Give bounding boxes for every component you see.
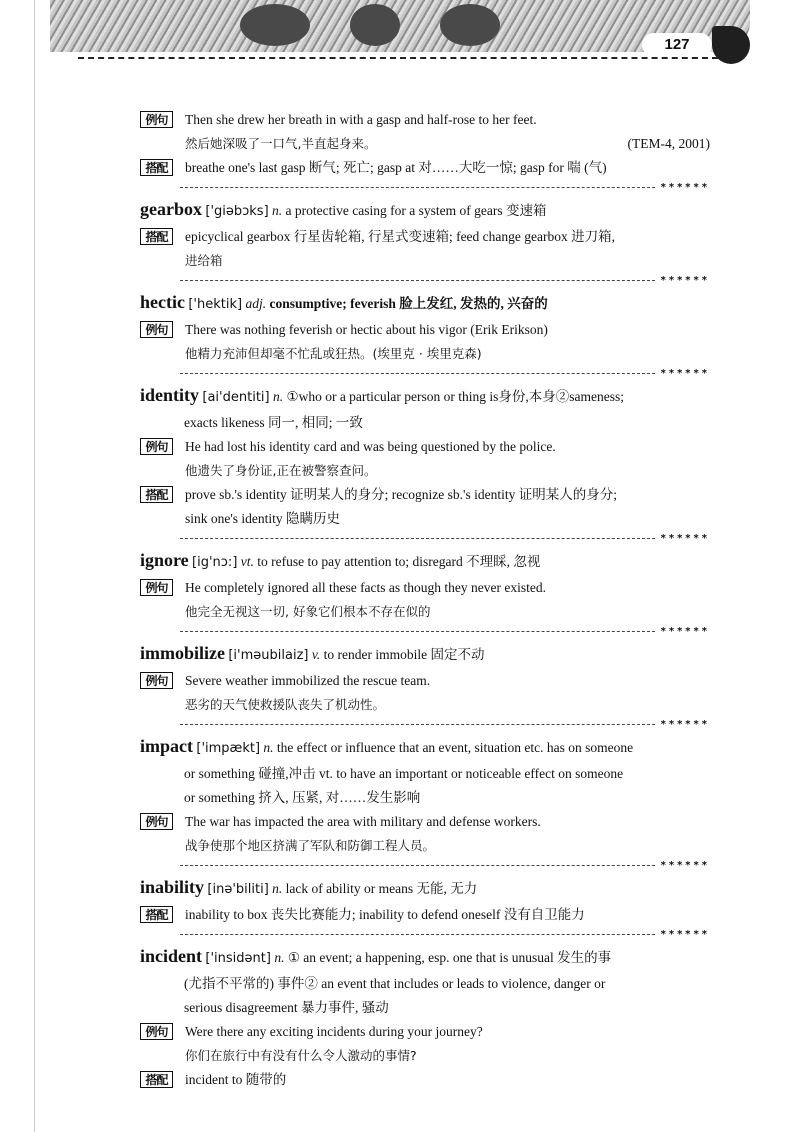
collocation-tag: 搭配 (140, 159, 173, 176)
dictionary-content (140, 108, 710, 1092)
collocation-text: inability to box 丧失比赛能力; inability to defend oneself 没有自卫能力 (185, 907, 585, 922)
collocation-tag: 搭配 (140, 228, 173, 245)
definition: ① an event; a happening, esp. one that is unusual 发生的事 (287, 950, 612, 965)
example-en: The war has impacted the area with military and defense workers. (185, 814, 541, 829)
headword: incident (140, 946, 203, 966)
entry-divider: ****** (180, 182, 710, 192)
definition: lack of ability or means 无能, 无力 (285, 881, 478, 896)
phonetic: ['hektik] (188, 297, 243, 312)
phonetic: [ai'dentiti] (202, 390, 270, 405)
part-of-speech: adj. (245, 296, 267, 311)
phonetic: [inə'biliti] (207, 882, 269, 897)
phonetic: [i'məubilaiz] (228, 648, 309, 663)
example-zh: 他遗失了身份证,正在被警察查问。 (185, 463, 377, 478)
phonetic: ['insidənt] (205, 951, 271, 966)
definition-continued: or something 碰撞,冲击 vt. to have an important or noticeable effect on someone (184, 766, 624, 781)
definition: to refuse to pay attention to; disregard 不理睬, 忽视 (257, 554, 541, 569)
entry-divider: ****** (180, 719, 710, 729)
example-row (141, 435, 710, 483)
collocation-tag: 搭配 (140, 1071, 173, 1088)
headword: immobilize (140, 643, 225, 663)
example-row (141, 810, 710, 858)
example-tag: 例句 (140, 321, 173, 338)
example-tag: 例句 (140, 579, 173, 596)
example-en: Severe weather immobilized the rescue team. (185, 673, 431, 688)
example-row (141, 108, 710, 156)
definition: the effect or influence that an event, situation etc. has on someone (276, 740, 634, 755)
header-blob (350, 4, 400, 46)
entry-divider: ****** (180, 368, 710, 378)
example-tag: 例句 (140, 672, 173, 689)
part-of-speech: n. (274, 950, 285, 965)
entry-inability (140, 874, 710, 903)
definition-continued: exacts likeness 同一, 相同; 一致 (184, 415, 363, 430)
entry-hectic (140, 289, 710, 318)
part-of-speech: v. (311, 647, 321, 662)
example-zh: 他完全无视这一切, 好象它们根本不存在似的 (185, 604, 431, 619)
example-zh: 恶劣的天气使救援队丧失了机动性。 (185, 697, 386, 712)
entry-ignore (140, 547, 710, 576)
entry-identity (140, 382, 710, 411)
headword: gearbox (140, 199, 202, 219)
page-number: 127 (642, 33, 712, 57)
phonetic: [ig'nɔ:] (192, 555, 238, 570)
collocation-text: prove sb.'s identity 证明某人的身分; recognize sb.'s identity 证明某人的身分; (185, 487, 617, 502)
part-of-speech: vt. (240, 554, 254, 569)
definition: consumptive; feverish 脸上发红, 发热的, 兴奋的 (269, 296, 548, 311)
definition-continued: or something 挤入, 压紧, 对……发生影响 (184, 790, 421, 805)
collocation-row (141, 225, 710, 273)
definition-continued: serious disagreement 暴力事件, 骚动 (184, 1000, 389, 1015)
part-of-speech: n. (272, 203, 283, 218)
page-edge (34, 0, 35, 1132)
example-zh: 然后她深吸了一口气,半直起身来。 (185, 136, 377, 151)
definition: to render immobile 固定不动 (323, 647, 485, 662)
collocation-row (141, 483, 710, 531)
collocation-row (141, 1068, 710, 1092)
example-row (141, 318, 710, 366)
example-source: (TEM-4, 2001) (627, 136, 710, 151)
entry-impact (140, 733, 710, 762)
header-blob (440, 4, 500, 46)
header-blob (240, 4, 310, 46)
collocation-text: sink one's identity 隐瞒历史 (185, 511, 341, 526)
collocation-text: breathe one's last gasp 断气; 死亡; gasp at 对……大吃一惊; gasp for 喘 (气) (185, 160, 607, 175)
example-row (141, 1020, 710, 1068)
phonetic: ['giəbɔks] (205, 204, 269, 219)
collocation-text: 进给箱 (185, 253, 223, 268)
entry-divider: ****** (180, 275, 710, 285)
headword: impact (140, 736, 193, 756)
example-row (141, 576, 710, 624)
entry-divider: ****** (180, 626, 710, 636)
part-of-speech: n. (272, 881, 283, 896)
example-tag: 例句 (140, 438, 173, 455)
collocation-row (141, 156, 710, 180)
entry-divider: ****** (180, 929, 710, 939)
collocation-tag: 搭配 (140, 486, 173, 503)
headword: inability (140, 877, 205, 897)
example-en: There was nothing feverish or hectic about his vigor (Erik Erikson) (185, 322, 548, 337)
example-zh: 他精力充沛但却毫不忙乱或狂热。(埃里克 · 埃里克森) (185, 346, 482, 361)
definition: a protective casing for a system of gears 变速箱 (285, 203, 547, 218)
header-dashed-rule (78, 57, 718, 59)
collocation-row (141, 903, 710, 927)
entry-divider: ****** (180, 533, 710, 543)
part-of-speech: n. (272, 389, 284, 404)
headword: identity (140, 385, 200, 405)
example-en: He had lost his identity card and was being questioned by the police. (185, 439, 556, 454)
example-row (141, 669, 710, 717)
example-en: Then she drew her breath in with a gasp and half-rose to her feet. (185, 112, 537, 127)
headword: hectic (140, 292, 185, 312)
entry-divider: ****** (180, 860, 710, 870)
definition: ①who or a particular person or thing is身份,本身②sameness; (286, 389, 625, 404)
example-tag: 例句 (140, 1023, 173, 1040)
example-zh: 你们在旅行中有没有什么令人激动的事情? (185, 1048, 417, 1063)
definition-continued: (尤指不平常的) 事件② an event that includes or leads to violence, danger or (184, 976, 606, 991)
collocation-text: incident to 随带的 (185, 1072, 287, 1087)
headword: ignore (140, 550, 189, 570)
collocation-tag: 搭配 (140, 906, 173, 923)
collocation-text: epicyclical gearbox 行星齿轮箱, 行星式变速箱; feed change gearbox 进刀箱, (185, 229, 616, 244)
entry-immobilize (140, 640, 710, 669)
example-en: He completely ignored all these facts as though they never existed. (185, 580, 547, 595)
example-tag: 例句 (140, 111, 173, 128)
example-en: Were there any exciting incidents during your journey? (185, 1024, 483, 1039)
entry-incident (140, 943, 710, 972)
example-zh: 战争使那个地区挤满了军队和防御工程人员。 (185, 838, 436, 853)
part-of-speech: n. (263, 740, 274, 755)
phonetic: ['impækt] (196, 741, 261, 756)
example-tag: 例句 (140, 813, 173, 830)
entry-gearbox (140, 196, 710, 225)
